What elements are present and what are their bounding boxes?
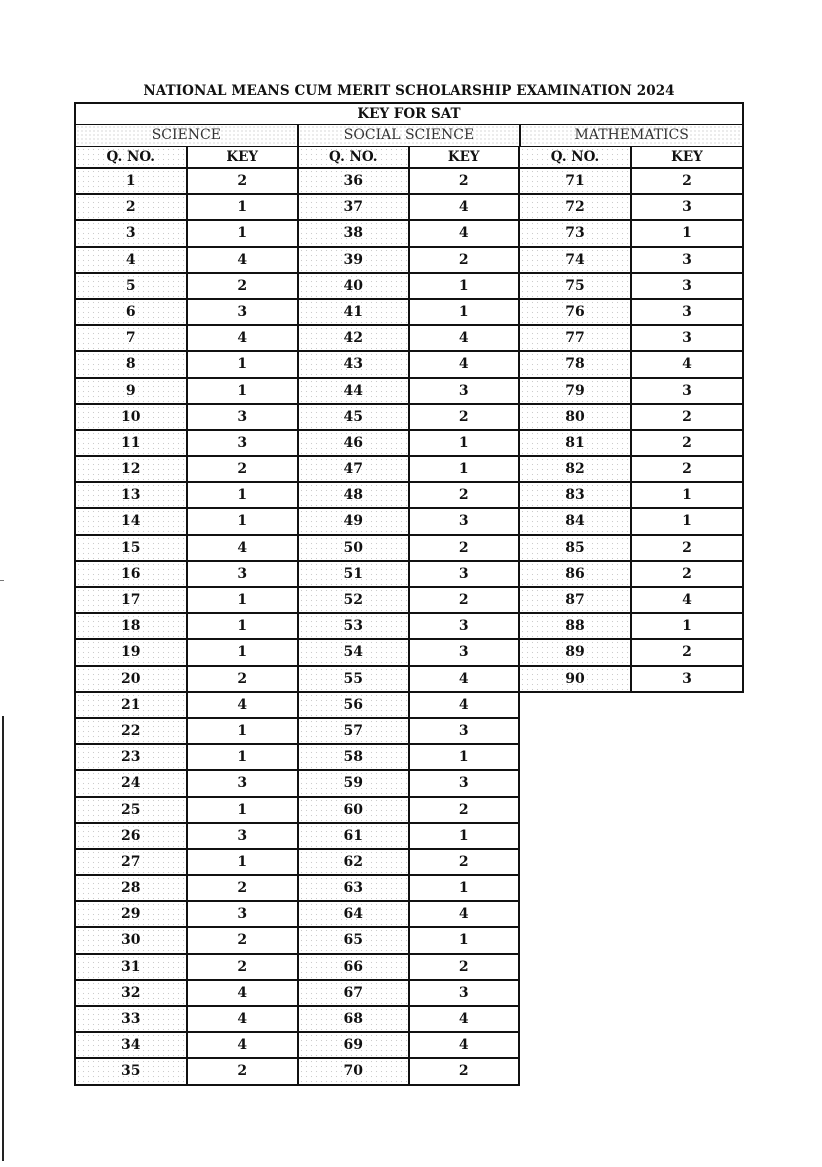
answer-key: 1 <box>237 592 248 608</box>
subject-header-mathematics: MATHEMATICS <box>521 125 742 146</box>
answer-key: 3 <box>682 670 692 687</box>
question-number: 59 <box>299 771 410 795</box>
question-number: 76 <box>520 300 632 324</box>
answer-key: 2 <box>458 1063 469 1080</box>
answer-key: 2 <box>458 592 469 608</box>
document-title: NATIONAL MEANS CUM MERIT SCHOLARSHIP EXAMINATION 2024 <box>143 83 675 99</box>
question-number: 60 <box>299 798 410 822</box>
table-row <box>297 405 520 431</box>
table-row <box>520 667 744 693</box>
answer-key: 3 <box>458 513 469 530</box>
table-row <box>74 169 297 195</box>
question-number: 46 <box>299 431 410 455</box>
question-number: 1 <box>76 169 188 193</box>
table-row <box>297 352 520 378</box>
answer-key: 3 <box>458 775 469 792</box>
subject-header-row <box>74 125 744 147</box>
question-number: 17 <box>76 588 188 612</box>
table-row <box>74 536 297 562</box>
table-row <box>74 352 297 378</box>
answer-key: 3 <box>237 408 248 425</box>
table-row <box>297 483 520 509</box>
question-number: 55 <box>299 667 410 691</box>
question-number: 36 <box>299 169 410 193</box>
question-number: 70 <box>299 1059 410 1083</box>
qno-header: Q. NO. <box>299 147 410 167</box>
question-number: 30 <box>76 928 188 952</box>
answer-key: 3 <box>458 722 469 739</box>
answer-key: 3 <box>458 618 469 635</box>
table-row <box>74 902 297 928</box>
answer-key: 1 <box>237 801 248 818</box>
table-row <box>297 771 520 797</box>
question-number: 40 <box>299 274 410 298</box>
answer-key: 1 <box>458 303 469 320</box>
question-number: 48 <box>299 483 410 507</box>
qno-header: Q. NO. <box>520 147 632 167</box>
table-row <box>297 719 520 745</box>
table-row <box>520 431 744 457</box>
table-row <box>297 195 520 221</box>
table-row <box>520 509 744 535</box>
answer-key: 1 <box>682 618 692 635</box>
answer-key: 1 <box>458 749 469 766</box>
answer-key: 3 <box>458 644 469 661</box>
answer-key: 4 <box>458 330 469 347</box>
question-number: 35 <box>76 1059 188 1083</box>
table-row <box>74 693 297 719</box>
answer-key: 2 <box>682 644 692 661</box>
table-row <box>520 248 744 274</box>
question-number: 38 <box>299 221 410 245</box>
answer-key: 1 <box>458 880 469 897</box>
question-number: 43 <box>299 352 410 376</box>
question-number: 42 <box>299 326 410 350</box>
question-number: 34 <box>76 1033 188 1057</box>
question-number: 52 <box>299 588 410 612</box>
table-row <box>297 248 520 274</box>
answer-key: 3 <box>682 251 692 268</box>
question-number: 19 <box>76 640 188 664</box>
table-row <box>297 457 520 483</box>
table-row <box>520 562 744 588</box>
question-number: 8 <box>76 352 188 376</box>
table-row <box>74 562 297 588</box>
table-row <box>74 1033 297 1059</box>
question-number: 65 <box>299 928 410 952</box>
section-column-science <box>74 147 297 1086</box>
table-row <box>74 771 297 797</box>
question-number: 39 <box>299 248 410 272</box>
table-row <box>297 955 520 981</box>
question-number: 74 <box>520 248 632 272</box>
answer-key: 2 <box>237 880 248 897</box>
table-row <box>74 431 297 457</box>
table-row <box>297 431 520 457</box>
answer-key: 2 <box>237 461 248 478</box>
subject-header-social-science: SOCIAL SCIENCE <box>299 125 522 146</box>
answer-key: 1 <box>458 434 469 451</box>
question-number: 50 <box>299 536 410 560</box>
answer-key: 1 <box>237 225 248 242</box>
table-row <box>74 667 297 693</box>
answer-key: 4 <box>682 356 692 373</box>
answer-key: 1 <box>458 461 469 478</box>
table-row <box>520 274 744 300</box>
table-row <box>74 824 297 850</box>
question-number: 67 <box>299 981 410 1005</box>
answer-key: 3 <box>458 565 469 582</box>
question-number: 69 <box>299 1033 410 1057</box>
qno-header: Q. NO. <box>76 147 188 167</box>
question-number: 83 <box>520 483 632 507</box>
question-number: 86 <box>520 562 632 586</box>
table-row <box>74 955 297 981</box>
answer-key: 1 <box>237 722 248 739</box>
column-header-row <box>74 147 297 169</box>
answer-key: 1 <box>237 513 248 530</box>
question-number: 3 <box>76 221 188 245</box>
table-row <box>297 274 520 300</box>
answer-key: 1 <box>458 932 469 949</box>
question-number: 29 <box>76 902 188 926</box>
answer-key: 4 <box>237 984 248 1001</box>
answer-key: 1 <box>682 513 692 530</box>
answer-key: 3 <box>682 199 692 216</box>
question-number: 24 <box>76 771 188 795</box>
table-row <box>74 588 297 614</box>
answer-key: 1 <box>682 225 692 242</box>
answer-key: 4 <box>458 1037 469 1054</box>
question-number: 37 <box>299 195 410 219</box>
question-number: 71 <box>520 169 632 193</box>
answer-key: 3 <box>237 434 248 451</box>
answer-key: 1 <box>458 827 469 844</box>
answer-key: 3 <box>458 984 469 1001</box>
answer-key: 3 <box>237 775 248 792</box>
table-row <box>74 483 297 509</box>
question-number: 4 <box>76 248 188 272</box>
table-row <box>297 614 520 640</box>
question-number: 16 <box>76 562 188 586</box>
answer-key: 3 <box>237 827 248 844</box>
table-row <box>297 562 520 588</box>
question-number: 47 <box>299 457 410 481</box>
table-row <box>297 850 520 876</box>
answer-key: 4 <box>237 251 248 268</box>
table-row <box>297 745 520 771</box>
question-number: 75 <box>520 274 632 298</box>
answer-key: 2 <box>237 277 248 294</box>
table-row <box>74 640 297 666</box>
question-number: 88 <box>520 614 632 638</box>
answer-key: 3 <box>237 303 248 320</box>
question-number: 32 <box>76 981 188 1005</box>
question-number: 2 <box>76 195 188 219</box>
answer-key: 2 <box>682 565 692 582</box>
answer-key: 1 <box>237 487 248 504</box>
answer-key: 2 <box>458 487 469 504</box>
question-number: 20 <box>76 667 188 691</box>
answer-key: 2 <box>458 173 469 189</box>
table-row <box>520 326 744 352</box>
question-number: 62 <box>299 850 410 874</box>
answer-key: 2 <box>682 173 692 189</box>
table-row <box>74 221 297 247</box>
question-number: 7 <box>76 326 188 350</box>
answer-key: 2 <box>682 539 692 556</box>
answer-key: 1 <box>237 618 248 635</box>
answer-key: 4 <box>237 330 248 347</box>
table-row <box>520 614 744 640</box>
answer-key: 4 <box>458 696 469 713</box>
table-row <box>520 352 744 378</box>
answer-key: 4 <box>237 1037 248 1054</box>
question-number: 77 <box>520 326 632 350</box>
question-number: 73 <box>520 221 632 245</box>
answer-key: 2 <box>458 801 469 818</box>
question-number: 11 <box>76 431 188 455</box>
key-header: KEY <box>447 149 480 165</box>
table-row <box>297 588 520 614</box>
question-number: 72 <box>520 195 632 219</box>
table-row <box>297 876 520 902</box>
answer-key: 1 <box>237 853 248 870</box>
question-number: 82 <box>520 457 632 481</box>
section-column-mathematics <box>520 147 744 693</box>
answer-key: 4 <box>458 670 469 687</box>
question-number: 41 <box>299 300 410 324</box>
question-number: 63 <box>299 876 410 900</box>
table-row <box>520 640 744 666</box>
table-row <box>74 1007 297 1033</box>
answer-key: 4 <box>458 225 469 242</box>
table-row <box>74 745 297 771</box>
table-row <box>74 326 297 352</box>
answer-key: 3 <box>682 303 692 320</box>
question-number: 6 <box>76 300 188 324</box>
question-number: 89 <box>520 640 632 664</box>
question-number: 25 <box>76 798 188 822</box>
answer-key: 1 <box>682 487 692 504</box>
answer-key: 2 <box>458 408 469 425</box>
answer-key: 4 <box>237 539 248 556</box>
answer-key: 2 <box>458 958 469 975</box>
key-header: KEY <box>226 149 259 165</box>
answer-key: 1 <box>237 644 248 661</box>
table-row <box>520 195 744 221</box>
table-row <box>520 169 744 195</box>
table-row <box>520 536 744 562</box>
key-header: KEY <box>671 149 703 165</box>
answer-key: 4 <box>458 199 469 216</box>
table-row <box>297 221 520 247</box>
question-number: 64 <box>299 902 410 926</box>
question-number: 5 <box>76 274 188 298</box>
table-row <box>297 928 520 954</box>
section-column-social-science <box>297 147 520 1086</box>
question-number: 51 <box>299 562 410 586</box>
question-number: 56 <box>299 693 410 717</box>
answer-key: 2 <box>682 461 692 478</box>
answer-key: 2 <box>458 251 469 268</box>
table-row <box>297 824 520 850</box>
question-number: 23 <box>76 745 188 769</box>
question-number: 18 <box>76 614 188 638</box>
question-number: 45 <box>299 405 410 429</box>
question-number: 61 <box>299 824 410 848</box>
question-number: 79 <box>520 379 632 403</box>
answer-key: 3 <box>682 382 692 399</box>
table-row <box>297 300 520 326</box>
table-row <box>297 509 520 535</box>
table-row <box>74 850 297 876</box>
table-banner: KEY FOR SAT <box>74 102 744 125</box>
question-number: 15 <box>76 536 188 560</box>
question-number: 90 <box>520 667 632 691</box>
question-number: 44 <box>299 379 410 403</box>
answer-key: 2 <box>237 173 248 189</box>
answer-key: 1 <box>237 749 248 766</box>
table-row <box>520 221 744 247</box>
table-row <box>297 981 520 1007</box>
column-header-row <box>520 147 744 169</box>
table-row <box>74 981 297 1007</box>
question-number: 28 <box>76 876 188 900</box>
answer-key: 3 <box>682 330 692 347</box>
answer-key: 1 <box>237 382 248 399</box>
table-row <box>74 300 297 326</box>
table-row <box>297 1007 520 1033</box>
table-row <box>297 902 520 928</box>
answer-key: 2 <box>237 932 248 949</box>
question-number: 22 <box>76 719 188 743</box>
table-row <box>74 719 297 745</box>
table-row <box>297 1059 520 1085</box>
question-number: 87 <box>520 588 632 612</box>
subject-header-science: SCIENCE <box>76 125 299 146</box>
table-row <box>74 614 297 640</box>
answer-key: 4 <box>682 592 692 608</box>
answer-key: 1 <box>458 277 469 294</box>
table-row <box>297 326 520 352</box>
table-row <box>297 667 520 693</box>
question-number: 57 <box>299 719 410 743</box>
table-row <box>297 169 520 195</box>
answer-key: 2 <box>682 408 692 425</box>
question-number: 21 <box>76 693 188 717</box>
question-number: 53 <box>299 614 410 638</box>
table-row <box>297 1033 520 1059</box>
question-number: 58 <box>299 745 410 769</box>
table-row <box>520 457 744 483</box>
table-row <box>520 405 744 431</box>
question-number: 9 <box>76 379 188 403</box>
question-number: 12 <box>76 457 188 481</box>
table-row <box>74 405 297 431</box>
table-row <box>74 248 297 274</box>
question-number: 68 <box>299 1007 410 1031</box>
answer-key: 4 <box>237 696 248 713</box>
answer-key: 2 <box>682 434 692 451</box>
question-number: 49 <box>299 509 410 533</box>
question-number: 10 <box>76 405 188 429</box>
question-number: 13 <box>76 483 188 507</box>
table-row <box>74 876 297 902</box>
question-number: 84 <box>520 509 632 533</box>
table-row <box>74 798 297 824</box>
table-row <box>74 274 297 300</box>
answer-key: 4 <box>458 1011 469 1027</box>
table-row <box>74 928 297 954</box>
table-row <box>74 457 297 483</box>
table-row <box>297 640 520 666</box>
answer-key: 4 <box>237 1011 248 1027</box>
question-number: 14 <box>76 509 188 533</box>
answer-key: 4 <box>458 906 469 923</box>
table-row <box>74 195 297 221</box>
question-number: 54 <box>299 640 410 664</box>
table-row <box>520 483 744 509</box>
answer-key: 3 <box>237 906 248 923</box>
question-number: 66 <box>299 955 410 979</box>
table-row <box>520 300 744 326</box>
question-number: 85 <box>520 536 632 560</box>
table-row <box>297 693 520 719</box>
question-number: 26 <box>76 824 188 848</box>
question-number: 81 <box>520 431 632 455</box>
table-row <box>297 536 520 562</box>
table-row <box>520 588 744 614</box>
table-row <box>74 1059 297 1085</box>
scan-edge-line <box>2 716 4 1161</box>
answer-key: 2 <box>458 539 469 556</box>
answer-key: 3 <box>458 382 469 399</box>
answer-key: 3 <box>682 277 692 294</box>
question-number: 27 <box>76 850 188 874</box>
answer-key-table <box>74 102 744 1086</box>
key-columns <box>74 147 744 1086</box>
answer-key: 3 <box>237 565 248 582</box>
table-row <box>297 798 520 824</box>
question-number: 80 <box>520 405 632 429</box>
answer-key: 2 <box>237 958 248 975</box>
scan-artifact-mark <box>0 580 4 581</box>
table-row <box>74 379 297 405</box>
answer-key: 2 <box>237 1063 248 1080</box>
question-number: 31 <box>76 955 188 979</box>
answer-key: 4 <box>458 356 469 373</box>
question-number: 78 <box>520 352 632 376</box>
table-row <box>297 379 520 405</box>
answer-key: 1 <box>237 199 248 216</box>
answer-key: 2 <box>237 670 248 687</box>
answer-key: 1 <box>237 356 248 373</box>
table-row <box>520 379 744 405</box>
column-header-row <box>297 147 520 169</box>
answer-key: 2 <box>458 853 469 870</box>
question-number: 33 <box>76 1007 188 1031</box>
table-row <box>74 509 297 535</box>
